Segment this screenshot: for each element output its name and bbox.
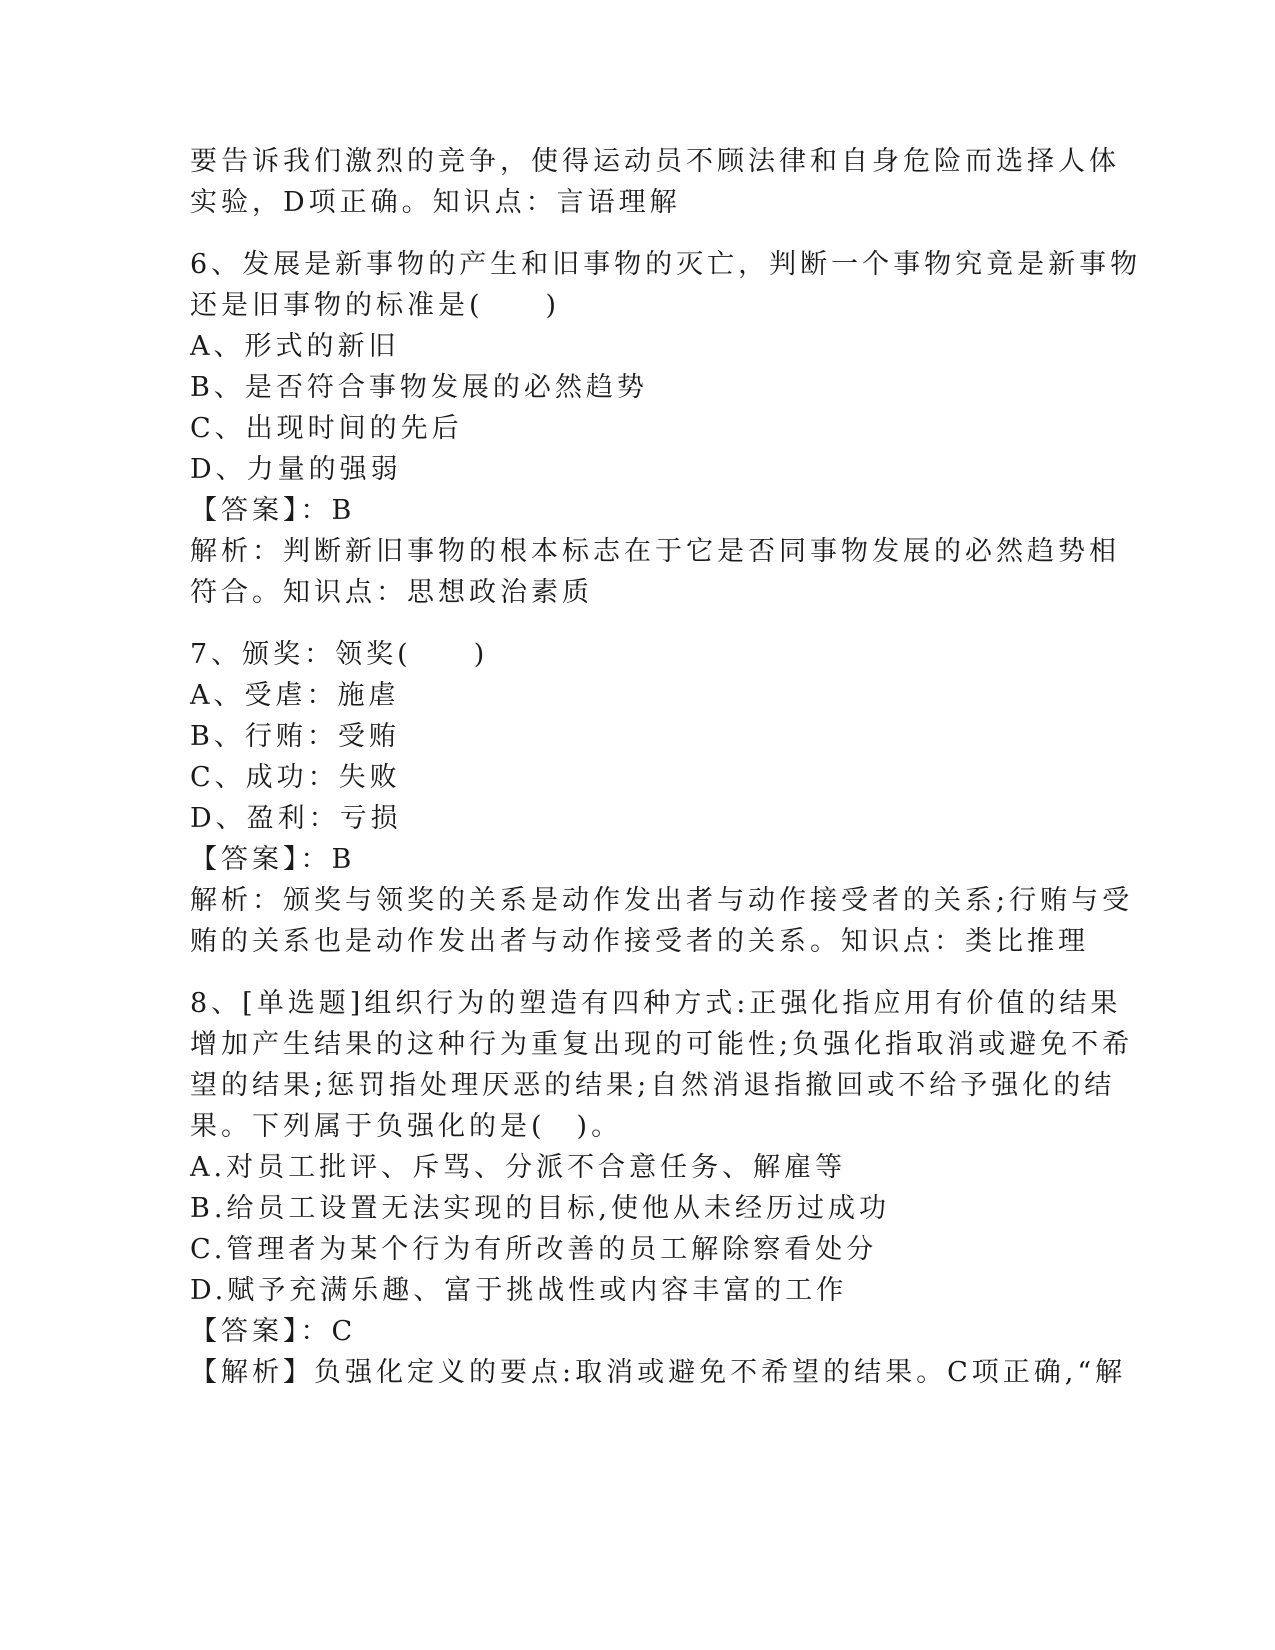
option-b: B、行贿：受贿 (190, 721, 400, 752)
option-c: C、出现时间的先后 (190, 413, 463, 444)
option-a: A、受虐：施虐 (190, 680, 400, 711)
option-c: C、成功：失败 (190, 762, 401, 793)
question-stem: 7、颁奖：领奖( ) (190, 639, 489, 670)
analysis: 【解析】负强化定义的要点:取消或避免不希望的结果。C项正确,“解 (190, 1357, 1127, 1388)
answer: 【答案】：C (190, 1316, 357, 1347)
analysis: 符合。知识点：思想政治素质 (190, 577, 593, 608)
option-d: D.赋予充满乐趣、富于挑战性或内容丰富的工作 (190, 1275, 848, 1306)
answer: 【答案】：B (190, 495, 356, 526)
question-stem: 还是旧事物的标准是( ) (190, 290, 561, 321)
analysis: 解析：颁奖与领奖的关系是动作发出者与动作接受者的关系;行贿与受 (190, 885, 1134, 916)
intro-line: 要告诉我们激烈的竞争，使得运动员不顾法律和自身危险而选择人体 (190, 146, 1120, 177)
option-b: B.给员工设置无法实现的目标,使他从未经历过成功 (190, 1193, 891, 1224)
question-stem: 望的结果;惩罚指处理厌恶的结果;自然消退指撤回或不给予强化的结 (190, 1070, 1116, 1101)
answer: 【答案】：B (190, 844, 356, 875)
option-a: A、形式的新旧 (190, 331, 400, 362)
option-a: A.对员工批评、斥骂、分派不合意任务、解雇等 (190, 1152, 847, 1183)
option-d: D、盈利：亏损 (190, 803, 402, 834)
question-stem: 果。下列属于负强化的是( )。 (190, 1111, 623, 1142)
option-b: B、是否符合事物发展的必然趋势 (190, 372, 648, 403)
question-stem: 增加产生结果的这种行为重复出现的可能性;负强化指取消或避免不希 (190, 1029, 1134, 1060)
analysis: 解析：判断新旧事物的根本标志在于它是否同事物发展的必然趋势相 (190, 536, 1120, 567)
option-d: D、力量的强弱 (190, 454, 402, 485)
question-stem: 6、发展是新事物的产生和旧事物的灭亡，判断一个事物究竟是新事物 (190, 249, 1142, 280)
analysis: 贿的关系也是动作发出者与动作接受者的关系。知识点：类比推理 (190, 926, 1089, 957)
question-stem: 8、[单选题]组织行为的塑造有四种方式:正强化指应用有价值的结果 (190, 988, 1122, 1019)
option-c: C.管理者为某个行为有所改善的员工解除察看处分 (190, 1234, 878, 1265)
intro-line: 实验，D项正确。知识点：言语理解 (190, 187, 681, 218)
